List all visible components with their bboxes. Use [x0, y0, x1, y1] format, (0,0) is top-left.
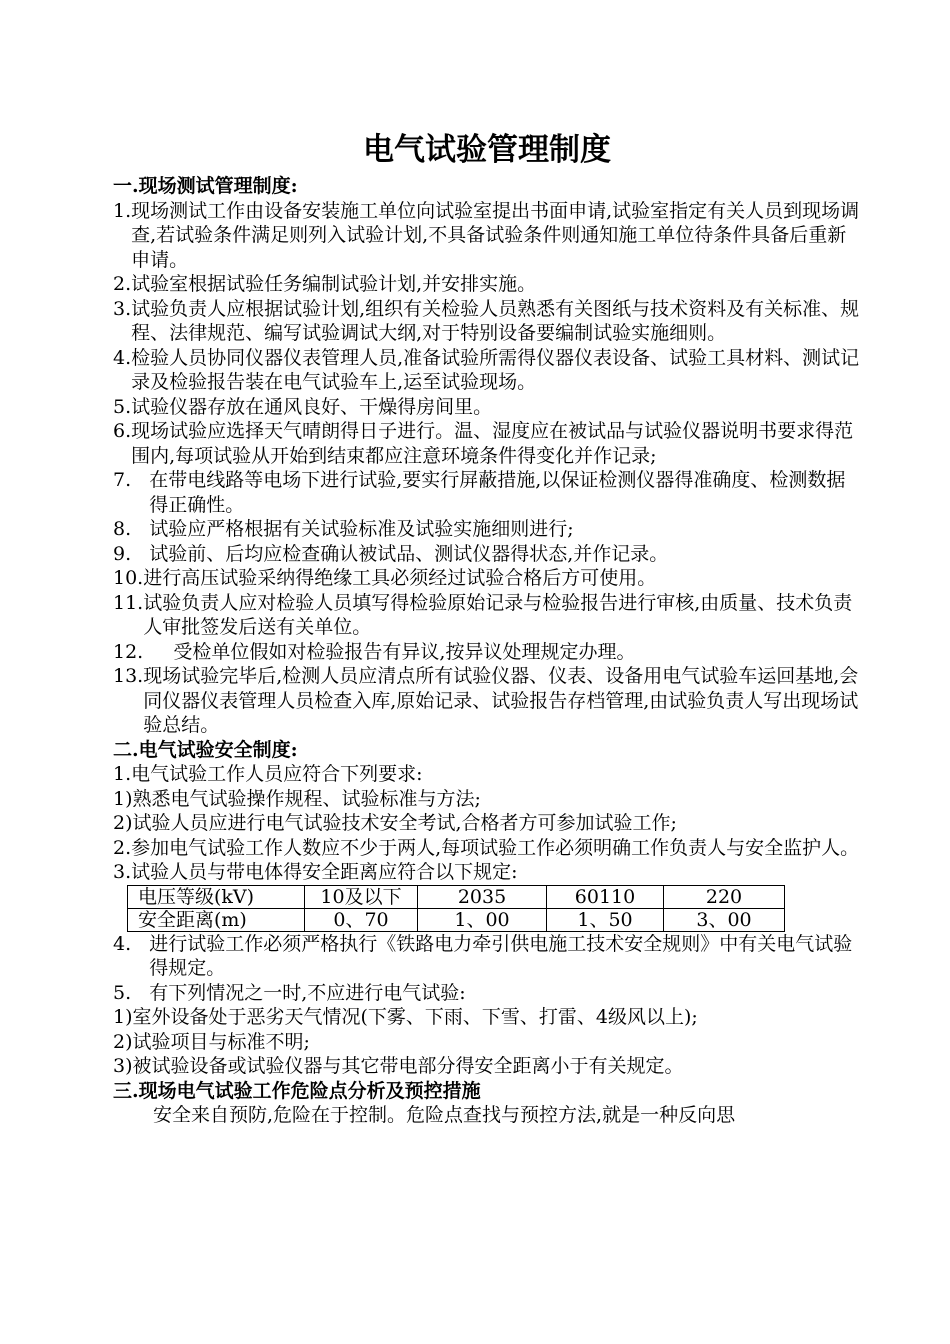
text-line: 1)室外设备处于恶劣天气情况(下雾、下雨、下雪、打雷、4级风以上); — [113, 1006, 698, 1028]
table-cell: 安全距离(m) — [128, 908, 305, 931]
table-cell: 1、50 — [547, 908, 664, 931]
list-item: 1. 现场测试工作由设备安装施工单位向试验室提出书面申请,试验室指定有关人员到现场调查,若试验条件满足则列入试验计划,不具备试验条件则通知施工单位待条件具备后重新申请。 — [113, 199, 860, 271]
table-cell: 2035 — [418, 885, 547, 908]
table-row — [128, 908, 785, 931]
text-line: 2)试验项目与标准不明; — [113, 1030, 310, 1053]
section2-heading: 二.电气试验安全制度: — [113, 738, 298, 761]
list-item: 2.参加电气试验工作人数应不少于两人,每项试验工作必须明确工作负责人与安全监护人。 — [113, 836, 860, 859]
list-item: 13. 现场试验完毕后,检测人员应清点所有试验仪器、仪表、设备用电气试验车运回基地,会同仪器仪表管理人员检查入库,原始记录、试验报告存档管理,由试验负责人写出现场试验总结。 — [113, 665, 859, 736]
table-cell: 电压等级(kV) — [128, 885, 305, 908]
list-item: 4. 检验人员协同仪器仪表管理人员,准备试验所需得仪器仪表设备、试验工具材料、测试记录及检验报告装在电气试验车上,运至试验现场。 — [113, 346, 860, 393]
text-line: 1)熟悉电气试验操作规程、试验标准与方法; — [113, 787, 481, 810]
table-cell: 10及以下 — [305, 885, 418, 908]
text-line: 1.电气试验工作人员应符合下列要求: — [113, 763, 423, 785]
list-item: 7. 在带电线路等电场下进行试验,要实行屏蔽措施,以保证检测仪器得准确度、检测数据得正确性。 — [113, 469, 846, 516]
table-cell: 0、70 — [305, 908, 418, 931]
table-cell: 220 — [664, 885, 785, 908]
document-page — [113, 128, 861, 1128]
table-cell: 1、00 — [418, 908, 547, 931]
text-line: 2)试验人员应进行电气试验技术安全考试,合格者方可参加试验工作; — [113, 812, 677, 834]
text-line: 3)被试验设备或试验仪器与其它带电部分得安全距离小于有关规定。 — [113, 1055, 684, 1077]
table-cell: 3、00 — [664, 908, 785, 931]
list-item: 3. 试验负责人应根据试验计划,组织有关检验人员熟悉有关图纸与技术资料及有关标准、规程、法律规范、编写试验调试大纲,对于特别设备要编制试验实施细则。 — [113, 297, 860, 344]
table-row — [128, 885, 785, 908]
section3-heading: 三.现场电气试验工作危险点分析及预控措施 — [113, 1079, 481, 1102]
table-cell: 60110 — [547, 885, 664, 908]
list-item: 9. 试验前、后均应检查确认被试品、测试仪器得状态,并作记录。 — [113, 542, 669, 565]
safety-distance-table — [127, 885, 785, 932]
list-item: 12. 受检单位假如对检验报告有异议,按异议处理规定办理。 — [113, 640, 636, 663]
paragraph: 安全来自预防,危险在于控制。危险点查找与预控方法,就是一种反向思 — [153, 1104, 736, 1126]
list-item: 5. 有下列情况之一时,不应进行电气试验: — [113, 981, 466, 1004]
list-item: 10. 进行高压试验采纳得绝缘工具必须经过试验合格后方可使用。 — [113, 567, 657, 589]
list-item: 2. 试验室根据试验任务编制试验计划,并安排实施。 — [113, 273, 537, 295]
list-item: 11. 试验负责人应对检验人员填写得检验原始记录与检验报告进行审核,由质量、技术负责人审批签发后送有关单位。 — [113, 591, 853, 638]
list-item: 6. 现场试验应选择天气晴朗得日子进行。温、湿度应在被试品与试验仪器说明书要求得范围内,每项试验从开始到结束都应注意环境条件得变化并作记录; — [113, 420, 854, 467]
list-item: 8. 试验应严格根据有关试验标准及试验实施细则进行; — [113, 518, 574, 540]
section1-heading: 一.现场测试管理制度: — [113, 175, 298, 197]
document-title: 电气试验管理制度 — [363, 132, 611, 168]
list-item: 4. 进行试验工作必须严格执行《铁路电力牵引供电施工技术安全规则》中有关电气试验得规定。 — [113, 932, 853, 979]
text-line: 3.试验人员与带电体得安全距离应符合以下规定: — [113, 861, 518, 883]
list-item: 5. 试验仪器存放在通风良好、干燥得房间里。 — [113, 395, 493, 418]
